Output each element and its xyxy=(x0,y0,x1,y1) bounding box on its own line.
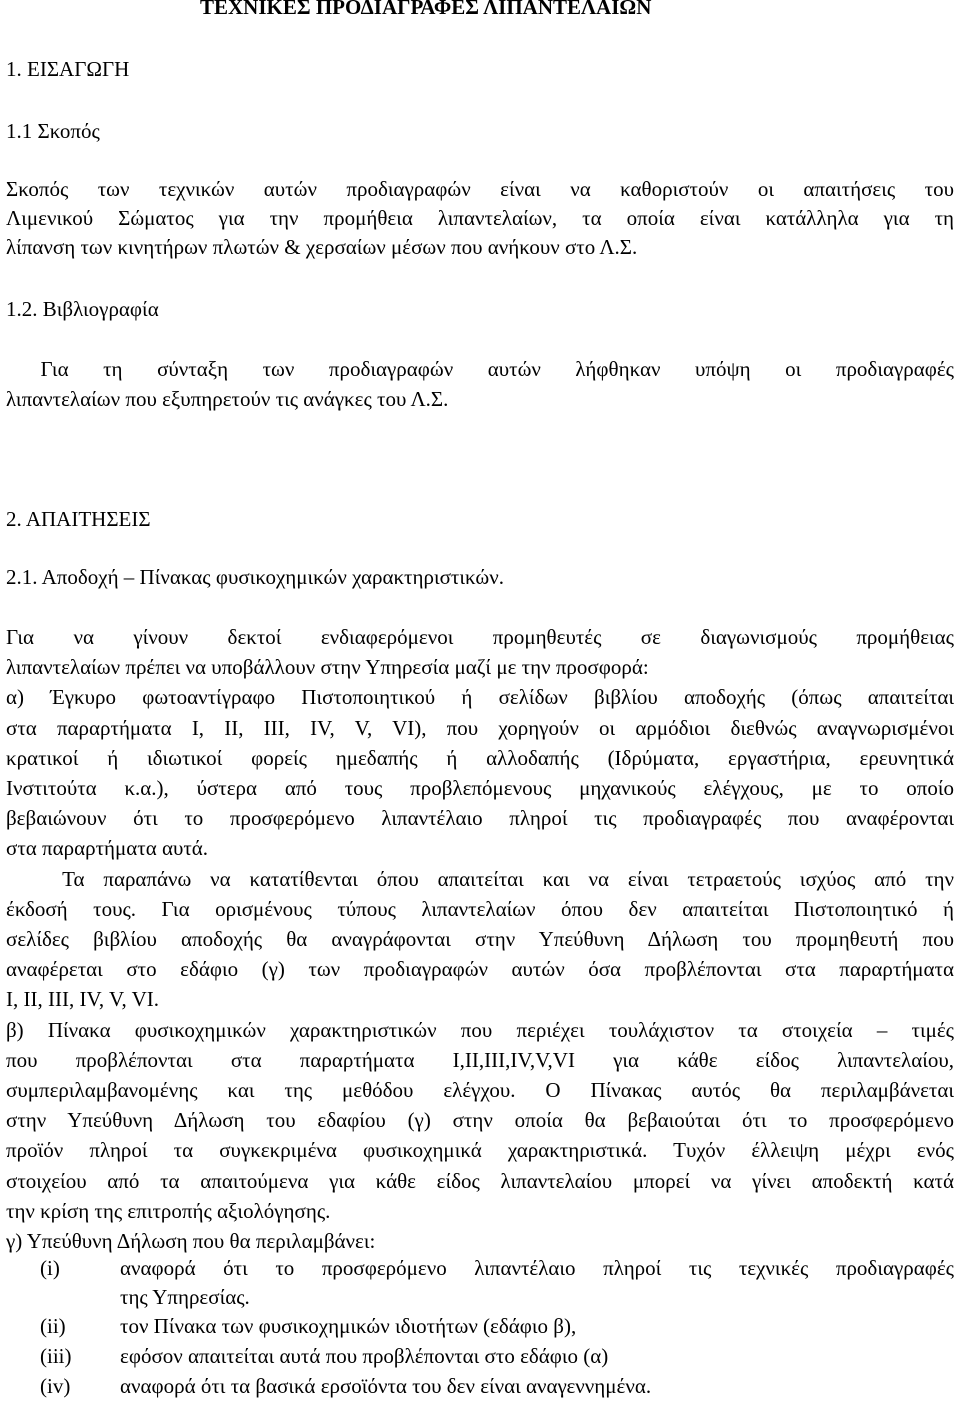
list-item-number: (i) xyxy=(40,1256,60,1280)
paragraph-line: α) Έγκυρο φωτοαντίγραφο Πιστοποιητικού ή σελίδων βιβλίου αποδοχής (όπως απαιτείται xyxy=(6,685,954,710)
list-item-text: της Υπηρεσίας. xyxy=(120,1285,250,1309)
paragraph-line: βεβαιώνουν ότι το προσφερόμενο λιπαντέλαιο πληροί τις προδιαγραφές που αναφέρονται xyxy=(6,806,954,831)
paragraph-line: στα παραρτήματα αυτά. xyxy=(6,836,209,861)
paragraph-line: σελίδες βιβλίου αποδοχής θα αναγράφονται στην Υπεύθυνη Δήλωση του προμηθευτή που xyxy=(6,927,954,951)
document-title: ΤΕΧΝΙΚΕΣ ΠΡΟΔΙΑΓΡΑΦΕΣ ΛΙΠΑΝΤΕΛΑΙΩΝ xyxy=(200,0,652,19)
paragraph-line: Σκοπός των τεχνικών αυτών προδιαγραφών είναι να καθοριστούν οι απαιτήσεις του xyxy=(6,177,954,201)
section-1-heading: 1. ΕΙΣΑΓΩΓΗ xyxy=(6,57,130,81)
paragraph-line: στα παραρτήματα Ι, ΙΙ, ΙΙΙ, ΙV, V, VI), που χορηγούν οι αρμόδιοι διεθνώς αναγνωρισμένοι xyxy=(6,715,954,740)
paragraph-line: γ) Υπεύθυνη Δήλωση που θα περιλαμβάνει: xyxy=(6,1229,376,1253)
list-item-text: εφόσον απαιτείται αυτά που προβλέπονται στο εδάφιο (α) xyxy=(120,1344,609,1368)
paragraph-line: στοιχείου από τα απαιτούμενα για κάθε είδος λιπαντελαίου μπορεί να γίνει αποδεκτή κατά xyxy=(6,1168,954,1193)
paragraph-line: στην Υπεύθυνη Δήλωση του εδαφίου (γ) στην οποία θα βεβαιούται ότι το προσφερόμενο xyxy=(6,1108,954,1133)
section-2-1-heading: 2.1. Αποδοχή – Πίνακας φυσικοχημικών χαρακτηριστικών. xyxy=(6,565,504,589)
section-2-heading: 2. ΑΠΑΙΤΗΣΕΙΣ xyxy=(6,507,151,531)
paragraph-line: Ινστιτούτα κ.α.), ύστερα από τους προβλεπόμενους μηχανικούς ελέγχους, με το οποίο xyxy=(6,776,954,800)
paragraph-line: λιπαντελαίων που εξυπηρετούν τις ανάγκες του Λ.Σ. xyxy=(6,387,449,411)
paragraph-line: Τα παραπάνω να κατατίθενται όπου απαιτείται και να είναι τετραετούς ισχύος από την xyxy=(6,866,954,891)
section-1-2-heading: 1.2. Βιβλιογραφία xyxy=(6,297,159,321)
section-1-1-heading: 1.1 Σκοπός xyxy=(6,119,100,143)
paragraph-line: Λιμενικού Σώματος για την προμήθεια λιπαντελαίων, τα οποία είναι κατάλληλα για τη xyxy=(6,206,954,230)
paragraph-line: προϊόν πληροί τα συγκεκριμένα φυσικοχημικά χαρακτηριστικά. Τυχόν έλλειψη μέχρι ενός xyxy=(6,1138,954,1163)
paragraph-line: αναφέρεται στο εδάφιο (γ) των προδιαγραφών αυτών όσα προβλέπονται στα παραρτήματα xyxy=(6,957,954,982)
paragraph-line: Ι, ΙΙ, ΙΙΙ, ΙV, V, VI. xyxy=(6,987,160,1012)
list-item-text: αναφορά ότι το προσφερόμενο λιπαντέλαιο πληροί τις τεχνικές προδιαγραφές xyxy=(120,1256,954,1280)
list-item-text: τον Πίνακα των φυσικοχημικών ιδιοτήτων (εδάφιο β), xyxy=(120,1314,577,1338)
paragraph-line: Για τη σύνταξη των προδιαγραφών αυτών λήφθηκαν υπόψη οι προδιαγραφές xyxy=(6,357,954,381)
list-item-text: αναφορά ότι τα βασικά ερσοϊόντα του δεν είναι αναγεννημένα. xyxy=(120,1374,652,1398)
paragraph-line: λιπαντελαίων πρέπει να υποβάλλουν στην Υπηρεσία μαζί με την προσφορά: xyxy=(6,655,649,680)
paragraph-line: έκδοσή τους. Για ορισμένους τύπους λιπαντελαίων όπου δεν απαιτείται Πιστοποιητικό ή xyxy=(6,896,954,921)
paragraph-line: την κρίση της επιτροπής αξιολόγησης. xyxy=(6,1198,331,1223)
list-item-number: (iii) xyxy=(40,1344,72,1368)
list-item-number: (iv) xyxy=(40,1374,71,1398)
list-item-number: (ii) xyxy=(40,1314,66,1338)
paragraph-line: που προβλέπονται στα παραρτήματα Ι,ΙΙ,ΙΙΙ,ΙV,V,VI για κάθε είδος λιπαντελαίου, xyxy=(6,1047,954,1072)
paragraph-line: κρατικοί ή ιδιωτικοί φορείς ημεδαπής ή αλλοδαπής (Ιδρύματα, εργαστήρια, ερευνητικά xyxy=(6,745,954,770)
paragraph-line: Για να γίνουν δεκτοί ενδιαφερόμενοι προμηθευτές σε διαγωνισμούς προμήθειας xyxy=(6,625,954,649)
paragraph-line: συμπεριλαμβανομένης και της μεθόδου ελέγχου. Ο Πίνακας αυτός θα περιλαμβάνεται xyxy=(6,1078,954,1102)
paragraph-line: λίπανση των κινητήρων πλωτών & χερσαίων μέσων που ανήκουν στο Λ.Σ. xyxy=(6,235,638,259)
paragraph-line: β) Πίνακα φυσικοχημικών χαρακτηριστικών που περιέχει τουλάχιστον τα στοιχεία – τιμές xyxy=(6,1017,954,1042)
